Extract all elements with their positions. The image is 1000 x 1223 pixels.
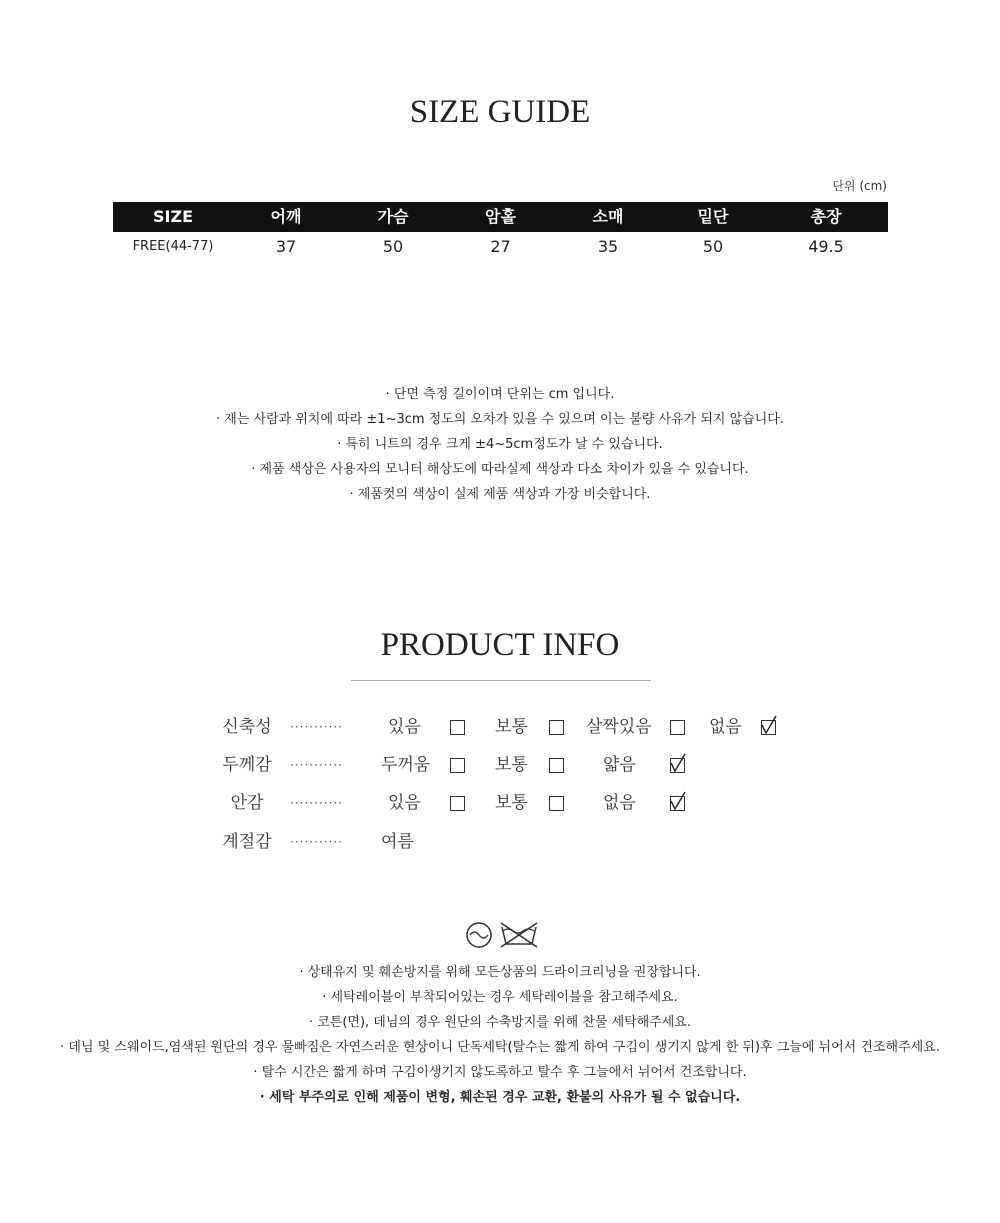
option-label: 보통 <box>495 717 528 737</box>
info-row-season <box>0 830 1000 868</box>
care-note: · 코튼(면), 데님의 경우 원단의 수축방지를 위해 찬물 세탁해주세요. <box>308 1015 692 1030</box>
care-notes <box>0 960 1000 1110</box>
size-table <box>113 202 888 262</box>
check-mark-icon <box>759 715 779 737</box>
size-note: · 단면 측정 길이이며 단위는 cm 입니다. <box>385 387 615 402</box>
option-label: 두꺼움 <box>381 755 431 775</box>
dot-leader: ··········· <box>290 758 343 772</box>
info-row-thickness <box>0 753 1000 791</box>
size-note: · 특히 니트의 경우 크게 ±4~5cm정도가 날 수 있습니다. <box>337 437 663 452</box>
header-armhole: 암홀 <box>485 207 516 226</box>
care-note: · 상태유지 및 훼손방지를 위해 모든상품의 드라이크리닝을 권장합니다. <box>299 965 701 980</box>
product-info-title: PRODUCT INFO <box>380 627 620 663</box>
table-row <box>113 232 888 262</box>
care-note: · 데님 및 스웨이드,염색된 원단의 경우 물빠짐은 자연스러운 현상이니 단독세탁(탈수는 짧게 하여 구김이 생기지 않게 한 뒤)후 그늘에 뉘어서 건조해주세요. <box>60 1040 940 1055</box>
info-row-lining <box>0 791 1000 829</box>
checkbox-checked[interactable] <box>670 758 685 773</box>
header-size: SIZE <box>152 207 193 226</box>
armhole-cell: 27 <box>490 237 511 256</box>
checkbox-checked[interactable] <box>761 720 776 735</box>
do-not-wash-icon <box>501 923 537 947</box>
check-mark-icon <box>668 753 688 775</box>
checkbox[interactable] <box>549 796 564 811</box>
shoulder-cell: 37 <box>275 237 297 256</box>
size-note: · 제품 색상은 사용자의 모니터 해상도에 따라실제 색상과 다소 차이가 있을 수 있습니다. <box>251 462 749 477</box>
info-row-label: 안감 <box>230 793 264 813</box>
length-cell: 49.5 <box>808 237 844 256</box>
option-label: 살짝있음 <box>586 717 652 737</box>
care-icons-svg <box>466 919 541 951</box>
size-table-header <box>113 202 888 232</box>
dot-leader: ··········· <box>290 720 343 734</box>
care-note: · 탈수 시간은 짧게 하며 구김이생기지 않도록하고 탈수 후 그늘에서 뉘어서 건조합니다. <box>253 1065 747 1080</box>
size-note: · 재는 사람과 위치에 따라 ±1~3cm 정도의 오차가 있을 수 있으며 이는 불량 사유가 되지 않습니다. <box>216 412 784 427</box>
option-label: 없음 <box>603 793 636 813</box>
header-hem: 밑단 <box>697 207 729 226</box>
info-row-label: 신축성 <box>222 717 272 737</box>
option-label: 얇음 <box>603 755 636 775</box>
checkbox[interactable] <box>450 796 465 811</box>
header-shoulder: 어깨 <box>270 207 302 226</box>
hem-cell: 50 <box>702 237 724 256</box>
header-sleeve: 소매 <box>592 207 624 226</box>
option-label: 있음 <box>388 793 421 813</box>
size-notes <box>0 382 1000 507</box>
care-note: · 세탁레이블이 부착되어있는 경우 세탁레이블을 참고해주세요. <box>322 990 678 1005</box>
checkbox[interactable] <box>450 758 465 773</box>
info-row-label: 두께감 <box>222 755 272 775</box>
checkbox[interactable] <box>450 720 465 735</box>
size-note: · 제품컷의 색상이 실제 제품 색상과 가장 비슷합니다. <box>349 487 651 502</box>
checkbox[interactable] <box>549 758 564 773</box>
option-label: 보통 <box>495 793 528 813</box>
checkbox[interactable] <box>670 720 685 735</box>
option-label: 있음 <box>388 717 421 737</box>
header-length: 총장 <box>810 207 842 226</box>
dot-leader: ··········· <box>290 796 343 810</box>
care-icons <box>466 919 541 955</box>
check-mark-icon <box>668 791 688 813</box>
dry-clean-icon <box>467 923 491 947</box>
option-label: 보통 <box>495 755 528 775</box>
header-chest: 가슴 <box>377 207 409 226</box>
care-warning: · 세탁 부주의로 인해 제품이 변형, 훼손된 경우 교환, 환불의 사유가 될 수 없습니다. <box>259 1090 741 1105</box>
option-label: 없음 <box>709 717 742 737</box>
info-row-label: 계절감 <box>222 832 272 852</box>
checkbox-checked[interactable] <box>670 796 685 811</box>
dot-leader: ··········· <box>290 835 343 849</box>
sleeve-cell: 35 <box>597 237 619 256</box>
checkbox[interactable] <box>549 720 564 735</box>
divider <box>351 680 651 681</box>
info-row-stretch <box>0 715 1000 753</box>
unit-label: 단위 (cm) <box>832 179 887 193</box>
chest-cell: 50 <box>382 237 404 256</box>
size-cell: FREE(44-77) <box>132 239 214 254</box>
season-value: 여름 <box>381 832 414 852</box>
size-guide-title: SIZE GUIDE <box>409 94 591 130</box>
